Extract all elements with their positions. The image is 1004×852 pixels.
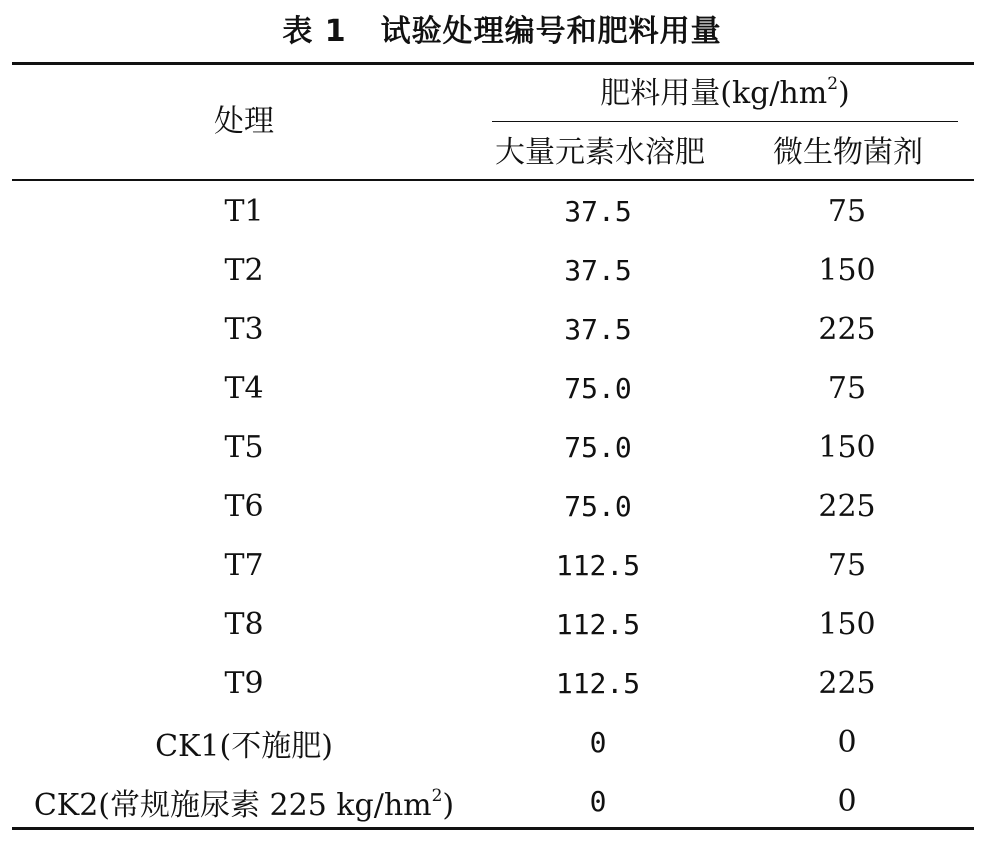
treatment-tail: ) — [442, 787, 455, 823]
cell-microbial: 225 — [818, 666, 876, 701]
header-dosage-group — [492, 76, 958, 112]
cell-fertilizer: 0 — [589, 785, 607, 818]
table-row — [12, 241, 974, 300]
cell-fertilizer: 112.5 — [555, 667, 641, 700]
table-row — [12, 536, 974, 595]
table-row — [12, 359, 974, 418]
treatment-text: T4 — [224, 371, 264, 406]
cell-microbial: 150 — [818, 430, 876, 465]
cell-microbial: 0 — [837, 725, 857, 760]
table-row — [12, 595, 974, 654]
table-number: 表 1 — [282, 14, 347, 49]
cell-treatment — [12, 182, 476, 241]
table-caption — [0, 6, 1004, 50]
cell-fertilizer: 0 — [589, 726, 607, 759]
table-row — [12, 654, 974, 713]
cell-fertilizer: 75.0 — [564, 431, 632, 464]
header-fertilizer: 大量元素水溶肥 — [495, 135, 705, 170]
header-rule — [12, 179, 974, 181]
cell-microbial: 75 — [827, 548, 867, 583]
cell-microbial: 150 — [818, 607, 876, 642]
cell-treatment — [12, 359, 476, 418]
header-dosage-tail: ) — [838, 76, 850, 111]
cell-fertilizer: 112.5 — [555, 608, 641, 641]
treatment-text: T8 — [224, 607, 264, 642]
cell-treatment — [12, 536, 476, 595]
treatment-text: T6 — [224, 489, 264, 524]
header-treatment: 处理 — [214, 104, 274, 139]
table-row — [12, 418, 974, 477]
group-underline — [492, 121, 958, 122]
table-row — [12, 300, 974, 359]
treatment-text: T2 — [224, 253, 264, 288]
treatment-text: T3 — [224, 312, 264, 347]
treatment-text: CK1(不施肥) — [155, 728, 333, 764]
treatment-text: T7 — [224, 548, 264, 583]
bottom-rule — [12, 827, 974, 830]
table-title: 试验处理编号和肥料用量 — [380, 14, 722, 49]
cell-treatment — [12, 300, 476, 359]
cell-treatment — [12, 477, 476, 536]
table-row — [12, 477, 974, 536]
cell-treatment — [12, 595, 476, 654]
cell-treatment — [12, 241, 476, 300]
treatment-text: T1 — [224, 194, 264, 229]
treatment-text: CK2(常规施尿素 225 kg/hm — [33, 787, 432, 823]
cell-fertilizer: 112.5 — [555, 549, 641, 582]
table-row — [12, 772, 974, 831]
cell-microbial: 225 — [818, 312, 876, 347]
table-row — [12, 182, 974, 241]
cell-microbial: 225 — [818, 489, 876, 524]
data-table — [12, 182, 974, 831]
cell-fertilizer: 37.5 — [564, 254, 632, 287]
treatment-exponent: 2 — [431, 785, 443, 806]
header-dosage-exponent: 2 — [827, 74, 839, 94]
cell-fertilizer: 75.0 — [564, 490, 632, 523]
treatment-text: T5 — [224, 430, 264, 465]
cell-treatment — [12, 654, 476, 713]
cell-microbial: 75 — [827, 194, 867, 229]
cell-fertilizer: 37.5 — [564, 313, 632, 346]
treatment-text: T9 — [224, 666, 264, 701]
top-rule — [12, 62, 974, 65]
cell-microbial: 150 — [818, 253, 876, 288]
cell-treatment — [12, 772, 476, 831]
cell-treatment — [12, 418, 476, 477]
header-microbial: 微生物菌剂 — [773, 135, 923, 170]
cell-fertilizer: 37.5 — [564, 195, 632, 228]
header-dosage-text: 肥料用量(kg/hm — [600, 76, 828, 111]
cell-treatment — [12, 713, 476, 772]
cell-microbial: 0 — [837, 784, 857, 819]
cell-microbial: 75 — [827, 371, 867, 406]
cell-fertilizer: 75.0 — [564, 372, 632, 405]
table-body — [12, 182, 974, 831]
table-row — [12, 713, 974, 772]
